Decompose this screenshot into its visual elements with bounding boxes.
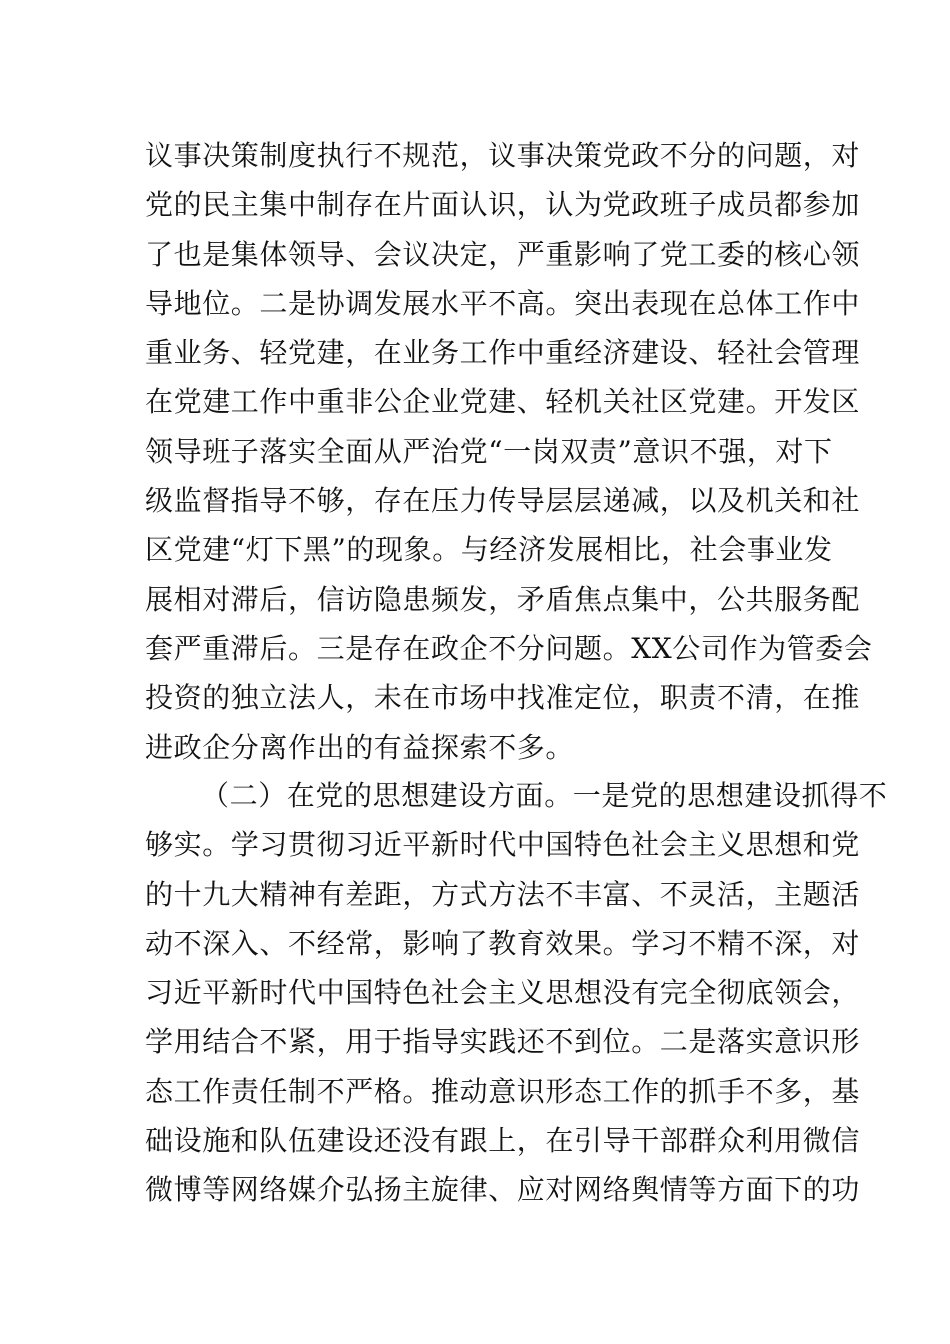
text-line-heading: （二）在党的思想建设方面。一是党的思想建设抓得不 bbox=[201, 779, 888, 812]
text-line: 导地位。二是协调发展水平不高。突出表现在总体工作中 bbox=[145, 286, 861, 320]
text-line: 态工作责任制不严格。推动意识形态工作的抓手不多，基 bbox=[145, 1074, 861, 1108]
text-line: 级监督指导不够，存在压力传导层层递减，以及机关和社 bbox=[145, 484, 861, 518]
text-line: 在党建工作中重非公企业党建、轻机关社区党建。开发区 bbox=[145, 385, 861, 419]
text-line: 展相对滞后，信访隐患频发，矛盾焦点集中，公共服务配 bbox=[145, 582, 861, 616]
text-line: 套严重滞后。三是存在政企不分问题。XX公司作为管委会 bbox=[145, 631, 873, 665]
paragraph-continued bbox=[145, 131, 873, 772]
text-line: 微博等网络媒介弘扬主旋律、应对网络舆情等方面下的功 bbox=[145, 1173, 861, 1207]
text-line: 重业务、轻党建，在业务工作中重经济建设、轻社会管理 bbox=[145, 336, 861, 370]
text-line: 党的民主集中制存在片面认识，认为党政班子成员都参加 bbox=[145, 188, 861, 222]
text-line: 够实。学习贯彻习近平新时代中国特色社会主义思想和党 bbox=[145, 828, 861, 862]
text-line: 习近平新时代中国特色社会主义思想没有完全彻底领会， bbox=[145, 976, 861, 1010]
paragraph-ideological-building bbox=[145, 771, 888, 1215]
text-line: 础设施和队伍建设还没有跟上，在引导干部群众利用微信 bbox=[145, 1124, 861, 1158]
text-line: 了也是集体领导、会议决定，严重影响了党工委的核心领 bbox=[145, 237, 861, 271]
text-line: 领导班子落实全面从严治党“一岗双责”意识不强，对下 bbox=[145, 434, 833, 468]
text-line: 的十九大精神有差距，方式方法不丰富、不灵活，主题活 bbox=[145, 877, 861, 911]
text-line: 区党建“灯下黑”的现象。与经济发展相比，社会事业发 bbox=[145, 533, 833, 567]
text-line: 进政企分离作出的有益探索不多。 bbox=[145, 730, 575, 764]
text-line: 动不深入、不经常，影响了教育效果。学习不精不深，对 bbox=[145, 926, 861, 960]
text-line: 议事决策制度执行不规范，议事决策党政不分的问题，对 bbox=[145, 139, 861, 172]
text-line: 学用结合不紧，用于指导实践还不到位。二是落实意识形 bbox=[145, 1025, 861, 1059]
text-line: 投资的独立法人，未在市场中找准定位，职责不清，在推 bbox=[145, 681, 861, 715]
